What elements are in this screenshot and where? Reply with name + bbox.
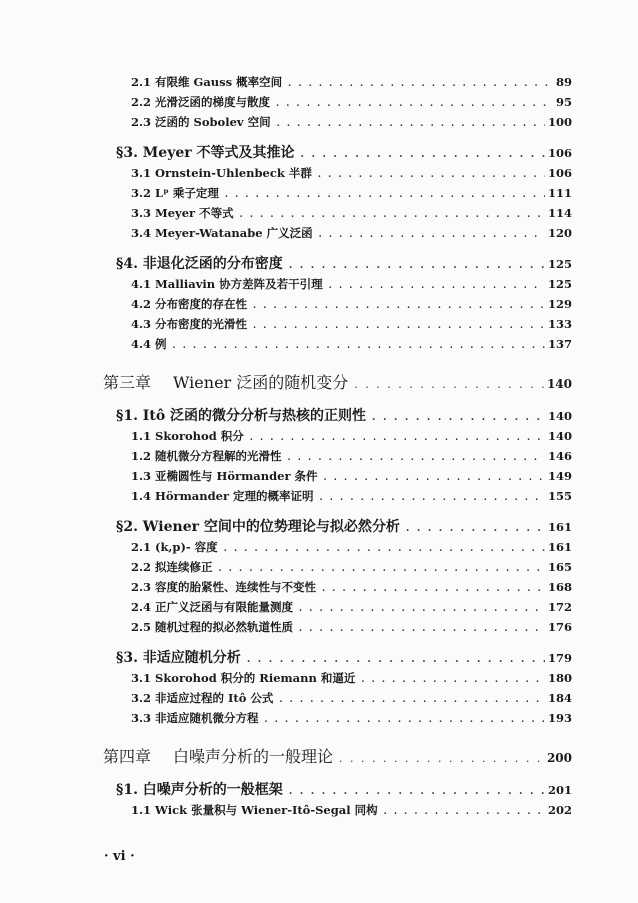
dot-leader [299, 624, 545, 634]
toc-entry-title: §1. Itô 泛函的微分分析与热核的正则性 [116, 408, 367, 424]
toc-page-number: 140 [546, 377, 572, 391]
toc-entry-title: 1.4 Hörmander 定理的概率证明 [131, 489, 314, 503]
dot-leader [320, 493, 545, 503]
dot-leader [277, 119, 545, 129]
toc-entry-title: 白噪声分析的一般理论 [173, 747, 334, 766]
toc-entry-title: 1.1 Wick 张量积与 Wiener-Itô-Segal 同构 [131, 803, 378, 817]
toc-chapter-entry [103, 370, 572, 393]
toc-entry-title: 2.3 泛函的 Sobolev 空间 [131, 115, 271, 129]
toc-page-number: 140 [547, 429, 572, 443]
toc-entry-title: 2.3 容度的胎紧性、连续性与不变性 [131, 580, 317, 594]
toc-entry-title: 3.3 非适应随机微分方程 [131, 711, 259, 725]
toc-page-number: 202 [547, 803, 572, 817]
toc-page-number: 106 [547, 146, 572, 160]
dot-leader [288, 453, 545, 463]
toc-page-number: 193 [547, 711, 572, 725]
toc-page-number: 100 [547, 115, 572, 129]
toc-subsection-entry [131, 94, 572, 110]
toc-section-entry [116, 647, 572, 667]
toc-page-number: 125 [547, 257, 572, 271]
toc-page-number: 165 [547, 560, 572, 574]
dot-leader [253, 321, 545, 331]
toc-entry-title: §3. Meyer 不等式及其推论 [116, 145, 295, 161]
toc-page-number: 137 [547, 337, 572, 351]
toc-page-number: 155 [547, 489, 572, 503]
toc-page-number: 161 [547, 520, 572, 534]
toc-subsection-entry [131, 165, 572, 181]
dot-leader [289, 260, 545, 271]
dot-leader [322, 584, 545, 594]
toc-subsection-entry [131, 670, 572, 686]
dot-leader [318, 170, 545, 180]
dot-leader [173, 341, 545, 351]
toc-subsection-entry [131, 225, 572, 241]
dot-leader [279, 695, 545, 705]
toc-entry-title: 1.3 亚椭圆性与 Hörmander 条件 [131, 469, 318, 483]
toc-entry-title: 2.1 有限维 Gauss 概率空间 [131, 75, 283, 89]
toc-page-number: 114 [547, 206, 572, 220]
dot-leader [372, 412, 545, 423]
toc-section-entry [116, 142, 572, 162]
toc-page-number: 161 [547, 540, 572, 554]
toc-subsection-entry [131, 276, 572, 292]
toc-subsection-entry [131, 114, 572, 130]
dot-leader [406, 523, 545, 534]
dot-leader [224, 544, 545, 554]
toc-page-number: 120 [547, 226, 572, 240]
toc-subsection-entry [131, 488, 572, 504]
toc-section-entry [116, 253, 572, 273]
dot-leader [265, 715, 545, 725]
toc-page-number: 146 [547, 449, 572, 463]
toc-subsection-entry [131, 428, 572, 444]
toc-page-number: 179 [547, 651, 572, 665]
page-folio: · vi · [104, 849, 135, 864]
dot-leader [276, 99, 553, 109]
toc-page-number: 129 [547, 297, 572, 311]
toc-entry-title: Wiener 泛函的随机变分 [173, 373, 349, 392]
toc-entry-title: §4. 非退化泛函的分布密度 [116, 256, 283, 272]
toc-section-entry [116, 779, 572, 799]
toc-page-number: 133 [547, 317, 572, 331]
toc-subsection-entry [131, 448, 572, 464]
toc-entry-title: 2.5 随机过程的拟必然轨道性质 [131, 620, 294, 634]
toc-entry-title: 2.4 正广义泛函与有限能量测度 [131, 600, 294, 614]
toc-subsection-entry [131, 619, 572, 635]
dot-leader [329, 281, 545, 291]
toc-page-number: 176 [547, 620, 572, 634]
toc-subsection-entry [131, 559, 572, 575]
dot-leader [219, 564, 545, 574]
dot-leader [225, 190, 545, 200]
toc-page-number: 89 [555, 75, 572, 89]
toc-page-number: 168 [547, 580, 572, 594]
toc-subsection-entry [131, 316, 572, 332]
toc-entry-title: 3.1 Ornstein-Uhlenbeck 半群 [131, 166, 312, 180]
toc-subsection-entry [131, 710, 572, 726]
chapter-number: 第三章 [103, 373, 152, 392]
toc-entry-title: 1.1 Skorohod 积分 [131, 429, 244, 443]
toc-page-number: 95 [555, 95, 572, 109]
toc-page-number: 172 [547, 600, 572, 614]
toc-page-number: 201 [547, 783, 572, 797]
toc-subsection-entry [131, 599, 572, 615]
dot-leader [384, 807, 545, 817]
toc-subsection-entry [131, 468, 572, 484]
toc-entry-title: 3.1 Skorohod 积分的 Riemann 和逼近 [131, 671, 356, 685]
toc-page-number: 106 [547, 166, 572, 180]
toc-entry-title: §2. Wiener 空间中的位势理论与拟必然分析 [116, 519, 400, 535]
dot-leader [240, 210, 545, 220]
toc-entry-title: 3.3 Meyer 不等式 [131, 206, 234, 220]
toc-entry-title: 4.3 分布密度的光滑性 [131, 317, 248, 331]
toc-page-number: 125 [547, 277, 572, 291]
dot-leader [354, 378, 544, 391]
toc-subsection-entry [131, 802, 572, 818]
toc-chapter-entry [103, 744, 572, 767]
dot-leader [288, 79, 553, 89]
dot-leader [299, 604, 545, 614]
toc-entry-title: 2.2 光滑泛函的梯度与散度 [131, 95, 271, 109]
toc-entry-title: 3.2 非适应过程的 Itô 公式 [131, 691, 274, 705]
toc-entry-title: 4.2 分布密度的存在性 [131, 297, 248, 311]
toc-subsection-entry [131, 185, 572, 201]
toc-page-number: 111 [547, 186, 572, 200]
toc-entry-title: 2.2 拟连续修正 [131, 560, 213, 574]
toc-subsection-entry [131, 296, 572, 312]
toc-page-number: 184 [547, 691, 572, 705]
toc-entry-title: 4.1 Malliavin 协方差阵及若干引理 [131, 277, 323, 291]
toc-subsection-entry [131, 690, 572, 706]
toc-entry-title: 3.2 Lᵖ 乘子定理 [131, 186, 219, 200]
toc-subsection-entry [131, 539, 572, 555]
toc-entry-title: 2.1 (k,p)- 容度 [131, 540, 218, 554]
toc-entry-title: §3. 非适应随机分析 [116, 650, 241, 666]
chapter-number: 第四章 [103, 747, 152, 766]
dot-leader [250, 433, 545, 443]
toc-subsection-entry [131, 205, 572, 221]
toc-page-number: 140 [547, 409, 572, 423]
dot-leader [339, 752, 544, 765]
toc-subsection-entry [131, 74, 572, 90]
toc-entry-title: 4.4 例 [131, 337, 167, 351]
toc-entry-title: §1. 白噪声分析的一般框架 [116, 782, 283, 798]
toc-page-number: 180 [547, 671, 572, 685]
toc-entry-title: 1.2 随机微分方程解的光滑性 [131, 449, 282, 463]
toc-page-number: 200 [546, 751, 572, 765]
dot-leader [324, 473, 545, 483]
dot-leader [361, 675, 545, 685]
dot-leader [253, 301, 545, 311]
dot-leader [247, 654, 545, 665]
toc-section-entry [116, 516, 572, 536]
toc-entry-title: 3.4 Meyer-Watanabe 广义泛函 [131, 226, 313, 240]
toc-section-entry [116, 405, 572, 425]
toc-page-number: 149 [547, 469, 572, 483]
toc-subsection-entry [131, 336, 572, 352]
dot-leader [319, 230, 545, 240]
dot-leader [301, 149, 545, 160]
dot-leader [289, 786, 545, 797]
toc-subsection-entry [131, 579, 572, 595]
